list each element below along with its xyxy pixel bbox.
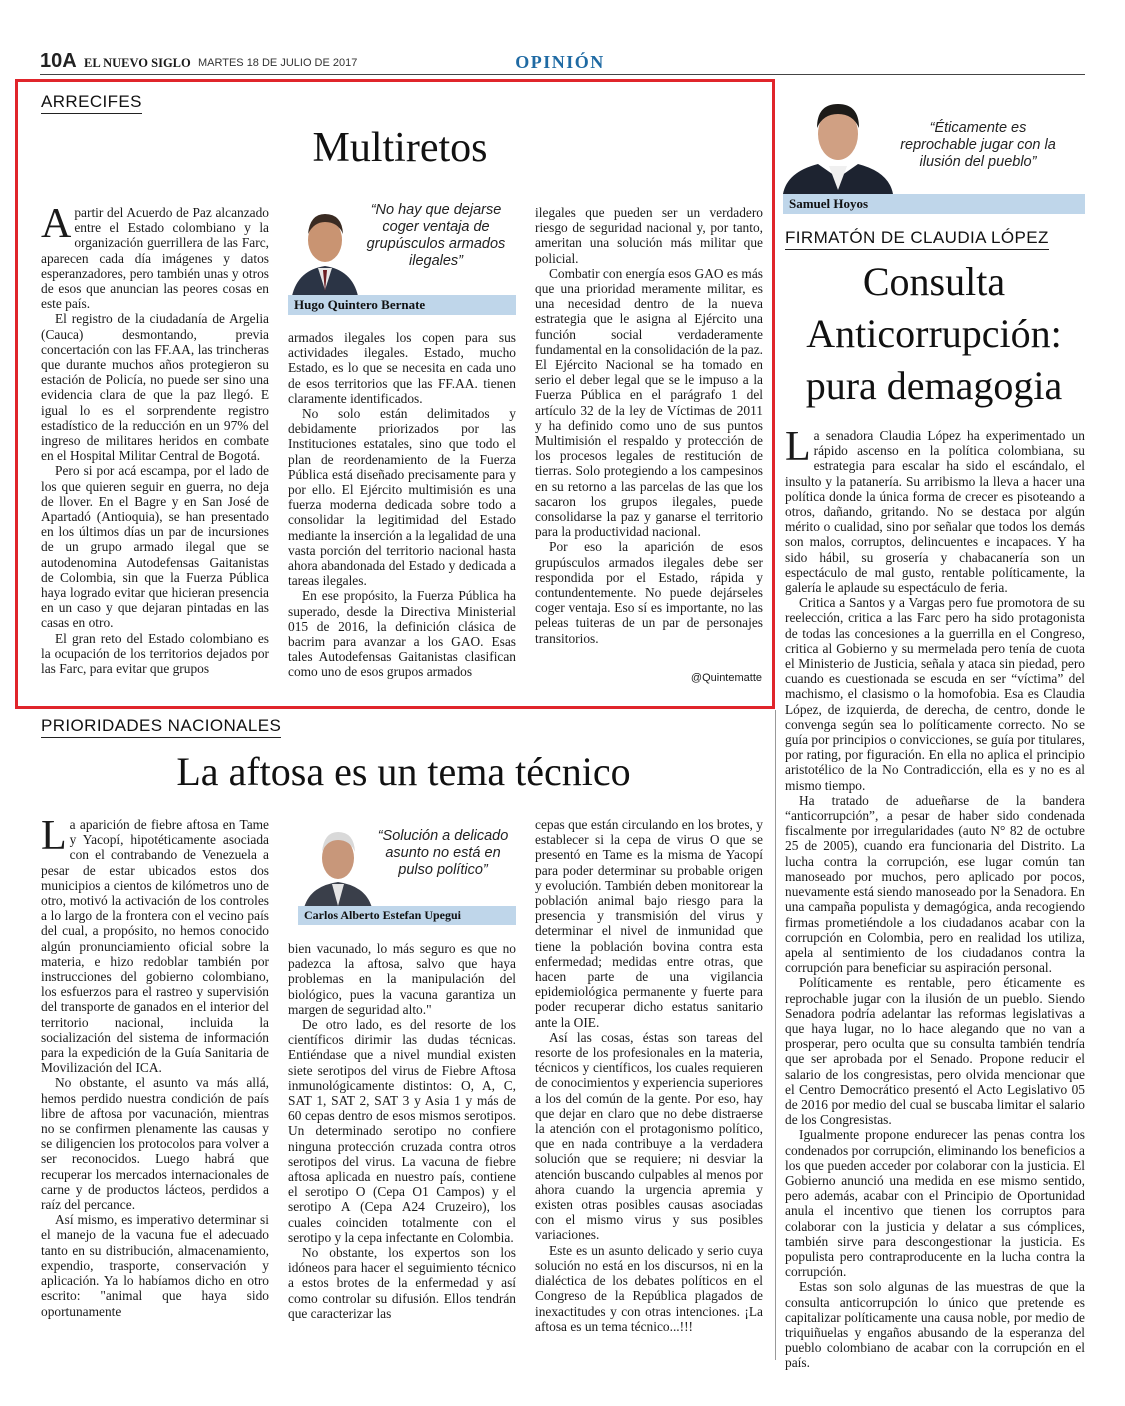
author-photo: [302, 822, 374, 908]
article3-kicker: PRIORIDADES NACIONALES: [41, 716, 281, 738]
author-photo: [288, 200, 362, 296]
paragraph: De otro lado, es del resorte de los científicos dirimir las dudas técnicas. Entiéndase que a nivel mundial existen siete serotipos del virus de Fiebre Aftosa inmunológicamente distintos: O, A, C, SAT 1, SAT 2, SAT 3 y Asia 1 y más de 60 cepas dentro de esos mismos serotipos. Un determinado serotipo no confiere ninguna protección cruzada contra otros serotipos del virus. La vacuna de fiebre aftosa aplicada en nuestro país, contiene el serotipo O (Cepa O1 Campos) y el serotipo A (Cepa A24 Cruzeiro), los cuales coinciden totalmente con el serotipo y la cepa infectante en Colombia.: [288, 1017, 516, 1245]
title-line: Anticorrupción:: [806, 311, 1062, 356]
article2-body: [785, 424, 1085, 1371]
paragraph: ilegales que pueden ser un verdadero riesgo de seguridad nacional y, por tanto, ameritan una solución más militar que policial.: [535, 205, 763, 266]
newspaper-name: EL NUEVO SIGLO: [84, 56, 191, 70]
paragraph: partir del Acuerdo de Paz alcanzado entre el Estado colombiano y la organización guerrillera de las Farc, aparecen cada día imágenes y datos esperanzadores, pero también unas y otros de esos que anuncian las peores cosas en este país.: [41, 205, 269, 312]
paragraph: No obstante, el asunto va más allá, hemos perdido nuestra condición de país libre de aftosa por vacunación, mientras no se confirmen plenamente las causas y se diligencien los protocolos para volver a ser reconocidos. Luego habrá que recuperar los mercados internacionales de carne y de productos lácteos, perdidos a raíz del percance.: [41, 1075, 269, 1213]
article1-column-2: [288, 330, 516, 692]
paragraph: El registro de la ciudadanía de Argelia (Cauca) desmontando, previa concertación con las FF.AA, las trincheras que durante muchos años protegieron su estación de Policía, no puede ser sino una evidencia clara de que la paz llegó. E igual lo es el sorprendente registro estadístico de la reducción en un 97% del ingreso de militares heridos en combate en el Hospital Militar Central de Bogotá.: [41, 311, 269, 464]
article3-author: Carlos Alberto Estefan Upegui: [298, 906, 516, 925]
paragraph: Pero si por acá escampa, por el lado de los que quieren seguir en guerra, no deja de llover. En el Bagre y en San José de Apartadó (Antioquia), se han presentado en los últimos días un par de incursiones de un grupo armado ilegal que se autodenomina Autodefensas Gaitanistas de Colombia, sin que la Fuerza Pública haya logrado evitar que hicieran presencia en un caso y que dejaran pintadas en las casas en otro.: [41, 463, 269, 631]
issue-date: MARTES 18 DE JULIO DE 2017: [198, 57, 358, 69]
article1-signature: @Quintematte: [690, 672, 762, 684]
article1-title: Multiretos: [312, 125, 488, 171]
article3-quote: “Solución a delicado asunto no está en pulso político”: [377, 828, 509, 878]
paragraph: Ha tratado de adueñarse de la bandera “anticorrupción”, a pesar de haber sido condenada fiscalmente por irregularidades (auto N° 82 de octubre 25 de 2005), cuando era funcionaria del Distrito. La lucha contra la corrupción, ese lugar común tan manoseado por muchos, pero aplicado por pocos, nuevamente está siendo manoseado por la Senadora. En una campaña populista y demagógica, anda recogiendo firmas prometiéndole a los ciudadanos acabar con la corrupción en Colombia, pero en realidad los utiliza, apela al sentimiento de los ciudadanos contra la corrupción para beneficiar su aspiración personal.: [785, 792, 1085, 976]
dropcap: L: [785, 424, 811, 470]
paragraph: Estas son solo algunas de las muestras de que la consulta anticorrupción lo único que pretende es capitalizar políticamente una causa noble, por medio de triquiñuelas y engaños abusando de la esperanza del pueblo colombiano de acabar con la corrupción en el país.: [785, 1279, 1085, 1371]
title-line: pura demagogia: [805, 363, 1063, 408]
article1-quote: “No hay que dejarse coger ventaja de grupúsculos armados ilegales”: [366, 202, 506, 269]
article1-author: Hugo Quintero Bernate: [288, 295, 516, 315]
page-number: 10A: [40, 50, 77, 72]
paragraph: No obstante, los expertos son los idóneos para hacer el seguimiento técnico a estos brotes de la enfermedad y así como controlar su difusión. Ellos tendrán que caracterizar las: [288, 1245, 516, 1321]
author-photo: [783, 92, 893, 194]
paragraph: a senadora Claudia López ha experimentado un rápido ascenso en la política colombiana, su estrategia para escalar ha sido el escándalo, el insulto y la patanería. Su arribismo la lleva a hacer una política donde la única forma de crecer es pisoteando a otros, dañando, gritando. No se destaca por algún mérito o cualidad, sino por señalar que todos los demás son malos, corruptos, delincuentes e incapaces. Y ha sido hábil, su grosería y chabacanería son un espectáculo de mal gusto, rentable políticamente, la galería le aplaude su espectáculo de feria.: [785, 428, 1085, 596]
paragraph: Igualmente propone endurecer las penas contra los condenados por corrupción, eliminando los beneficios a los que pueden acceder por colaborar con la justicia. El Gobierno anunció una medida en ese mismo sentido, pero además, acabar con el Principio de Oportunidad anula el incentivo que tienen los corruptos para colaborar con la justicia y delatar a sus cómplices, también sirve para descongestionar la justicia. Es populista pero contraproducente en la lucha contra la corrupción.: [785, 1127, 1085, 1280]
article1-column-1: [41, 201, 269, 695]
masthead-rule: [40, 74, 1085, 75]
column-separator: [775, 710, 776, 1360]
paragraph: Así mismo, es imperativo determinar si el manejo de la vacuna fue el adecuado tanto en su distribución, almacenamiento, expendio, trasporte, conservación y aplicación. Ya lo habíamos dicho en otro escrito: "animal que haya sido oportunamente: [41, 1212, 269, 1319]
paragraph: armados ilegales los copen para sus actividades ilegales. Estado, mucho Estado, es lo que se necesita en cada uno de esos territorios que las FF.AA. tienen claramente identificados.: [288, 330, 516, 406]
article2-quote: “Éticamente es reprochable jugar con la ilusión del pueblo”: [900, 120, 1056, 170]
title-line: Consulta: [862, 259, 1006, 304]
article3-column-2: [288, 941, 516, 1350]
article3-column-3: [535, 817, 763, 1350]
paragraph: No solo están delimitados y debidamente priorizados por las Instituciones estatales, sino que todo el plan de reordenamiento de la Fuerza Pública está diseñado precisamente para y por ello. El Ejército multimisión es una fuerza moderna dedicada sobre todo a consolidar la legitimidad del Estado mediante la inserción a la legalidad de una vasta porción del territorio nacional hasta ahora abandonada del Estado y dedicada a tareas ilegales.: [288, 406, 516, 589]
paragraph: El gran reto del Estado colombiano es la ocupación de los territorios dejados por las Farc, para evitar que grupos: [41, 630, 269, 677]
paragraph: En ese propósito, la Fuerza Pública ha superado, desde la Directiva Ministerial 015 de 2016, la definición clásica de bacrim para avanzar a los GAO. Esas tales Autodefensas Gaitanistas clasifican como uno de esos grupos armados: [288, 588, 516, 680]
paragraph: Critica a Santos y a Vargas pero fue promotora de su reelección, critica a las Farc pero ha sido protagonista de todas las concesiones a la guerrilla en el Congreso, critica al Gobierno y su mermelada pero tenía de cuota el Ministerio de Justicia, señala y ataca sin piedad, pero cuando es cuestionada se escuda en ser “víctima” del machismo, el clasismo o la homofobia. Esa es Claudia López, de izquierda, de derecha, de centro, donde le convenga según sea lo políticamente correcto. No se guía por principios o convicciones, se guía por titulares, por rating, por figuración. En ella no aplica el principio aristotélico de la No Contradicción, ella es y no es al mismo tiempo.: [785, 595, 1085, 793]
dropcap: A: [41, 201, 72, 247]
article2-author: Samuel Hoyos: [783, 194, 1085, 214]
section-title: OPINIÓN: [515, 52, 605, 72]
article2-title: [783, 256, 1085, 412]
article2-kicker: FIRMATÓN DE CLAUDIA LÓPEZ: [785, 228, 1049, 250]
paragraph: Este es un asunto delicado y serio cuya solución no está en los discursos, ni en la dialéctica de los debates políticos en el Congreso de la República plagados de inexactitudes y con otras intenciones. ¡La aftosa es un tema técnico...!!!: [535, 1242, 763, 1334]
paragraph: Por eso la aparición de esos grupúsculos armados ilegales debe ser respondida por el Estado, rápida y contundentemente. No puede dejárseles coger ventaja. Eso sí es importante, no las peleas tuiteras de un par de personajes transitorios.: [535, 539, 763, 646]
paragraph: Así las cosas, éstas son tareas del resorte de los profesionales en la materia, técnicos y científicos, los cuales requieren de conocimientos y experiencia superiores a los del común de la gente. Por eso, hay que dejar en claro que no debe distraerse la atención con el protagonismo político, que en nada contribuye a la verdadera solución que se requiere; ni desviar la atención buscando culpables al menos por ahora cuando la urgencia apremia y existen otras posibles causas asociadas con el mismo virus y sus posibles variaciones.: [535, 1029, 763, 1243]
article3-title: La aftosa es un tema técnico: [176, 749, 631, 794]
paragraph: bien vacunado, lo más seguro es que no padezca la aftosa, salvo que haya problemas en la manipulación del biológico, pues la vacuna garantiza un margen de seguridad alto.": [288, 941, 516, 1017]
paragraph: Políticamente es rentable, pero éticamente es reprochable jugar con la ilusión de un pueblo. Siendo Senadora podría adelantar las reformas legislativas a que haya lugar, no lo hace alegando que no van a prosperar, pero oculta que su consulta también tendría que ser aprobada por el Senado. Propone reducir el salario de los congresistas, pero olvida mencionar que el Centro Democrático presentó el Acto Legislativo 05 de 2016 por medio del cual se buscaba limitar el salario de los Congresistas.: [785, 975, 1085, 1128]
paragraph: cepas que están circulando en los brotes, y establecer si la cepa de virus O que se presentó en Tame es la misma de Yacopí para poder determinar su probable origen y evolución. También deben monitorear la población animal bajo riesgo para la presencia y transmisión del virus y determinar el nivel de inmunidad que tiene la población bovina contra esta enfermedad; medidas entre otras, que hacen parte de una vigilancia epidemiológica permanente y fuerte para poder recuperar dicho estatus sanitario ante la OIE.: [535, 817, 763, 1030]
article3-column-1: [41, 813, 269, 1350]
article1-kicker: ARRECIFES: [41, 92, 142, 114]
paragraph: a aparición de fiebre aftosa en Tame y Yacopí, hipotéticamente asociada con el contrabando de Venezuela a pesar de estar ubicados estos dos municipios a cientos de kilómetros uno de otro, motivó la activación de los controles a lo largo de la frontera con el vecino país del cual, a propósito, no hemos conocido algún pronunciamiento oficial sobre la materia, e hizo redoblar también por instrucciones del gobierno colombiano, los esfuerzos para el rastreo y supervisión del transporte de ganados en el interior del territorio nacional, incluida la socialización del sistema de información para la expedición de la Guía Sanitaria de Movilización del ICA.: [41, 817, 269, 1076]
dropcap: L: [41, 813, 67, 859]
paragraph: Combatir con energía esos GAO es más que una prioridad meramente militar, es una necesidad dentro de la nueva estrategia que le asigna al Ejército una función social verdaderamente fundamental en la consolidación de la paz. El Ejército Nacional se ha tomado en serio el deber legal que se le impuso a la Fuerza Pública en el parágrafo 1 del artículo 32 de la ley de Víctimas de 2011 y ha definido como uno de sus puntos Multimisión el respaldo y protección de los procesos legales de restitución de tierras. Solo protegiendo a los campesinos en su retorno a las parcelas de las que los sacaron los grupos ilegales, puede consolidarse la paz y ganarse el territorio para la productividad nacional.: [535, 265, 763, 540]
article1-column-3: [535, 205, 763, 668]
